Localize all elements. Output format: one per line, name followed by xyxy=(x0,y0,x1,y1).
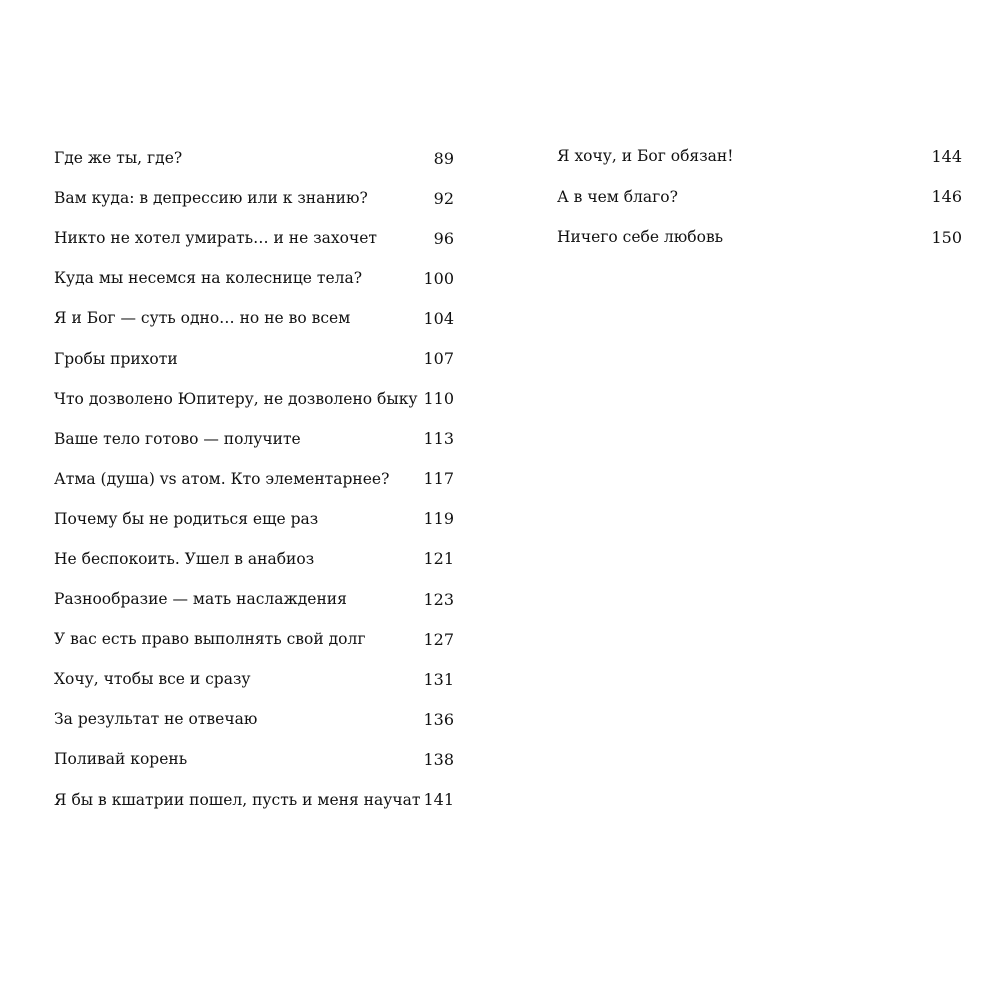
toc-entry-title: Поливай корень xyxy=(54,750,188,769)
toc-entry-title: А в чем благо? xyxy=(557,187,678,206)
toc-entry-page: 127 xyxy=(423,629,454,649)
toc-entry-page: 131 xyxy=(423,669,454,689)
toc-entry-title: Не беспокоить. Ушел в анабиоз xyxy=(54,549,315,568)
toc-entry-title: Почему бы не родиться еще раз xyxy=(54,509,319,528)
toc-entry xyxy=(54,739,454,779)
toc-entry xyxy=(54,780,454,820)
toc-entry-title: Хочу, чтобы все и сразу xyxy=(54,670,251,689)
toc-entry-page: 150 xyxy=(931,227,962,247)
toc-entry xyxy=(54,539,454,579)
toc-entry-title: Гробы прихоти xyxy=(54,349,178,368)
toc-entry-title: Я хочу, и Бог обязан! xyxy=(557,147,734,166)
toc-entry-page: 110 xyxy=(423,389,454,409)
toc-entry xyxy=(557,177,962,218)
toc-entry xyxy=(54,459,454,499)
toc-entry xyxy=(54,499,454,539)
toc-entry xyxy=(54,419,454,459)
toc-entry-page: 136 xyxy=(423,709,454,729)
toc-entry xyxy=(557,136,962,177)
toc-entry xyxy=(54,619,454,659)
toc-entry-title: Никто не хотел умирать… и не захочет xyxy=(54,229,377,248)
toc-entry-page: 121 xyxy=(423,549,454,569)
toc-entry-page: 123 xyxy=(423,589,454,609)
toc-entry xyxy=(54,338,454,378)
toc-entry-title: У вас есть право выполнять свой долг xyxy=(54,630,366,649)
toc-entry-page: 144 xyxy=(931,146,962,166)
toc-column-left xyxy=(54,138,454,820)
toc-entry-title: Я и Бог — суть одно… но не во всем xyxy=(54,309,351,328)
toc-entry-title: Ваше тело готово — получите xyxy=(54,429,301,448)
toc-entry-page: 146 xyxy=(931,187,962,207)
toc-entry-title: Я бы в кшатрии пошел, пусть и меня научат xyxy=(54,790,421,809)
toc-entry-page: 119 xyxy=(423,509,454,529)
toc-entry-page: 89 xyxy=(433,148,454,168)
toc-entry-page: 138 xyxy=(423,749,454,769)
toc-entry xyxy=(54,138,454,178)
toc-entry xyxy=(557,217,962,258)
toc-entry xyxy=(54,699,454,739)
toc-entry-page: 107 xyxy=(423,349,454,369)
toc-entry-title: За результат не отвечаю xyxy=(54,710,258,729)
toc-entry-title: Атма (душа) vs атом. Кто элементарнее? xyxy=(54,469,390,488)
toc-entry-page: 141 xyxy=(423,790,454,810)
toc-entry-title: Что дозволено Юпитеру, не дозволено быку xyxy=(54,389,418,408)
toc-column-right xyxy=(557,136,962,258)
toc-entry-page: 96 xyxy=(433,228,454,248)
toc-entry-title: Вам куда: в депрессию или к знанию? xyxy=(54,189,368,208)
toc-entry xyxy=(54,258,454,298)
toc-entry-page: 92 xyxy=(433,188,454,208)
toc-entry xyxy=(54,379,454,419)
toc-entry-title: Где же ты, где? xyxy=(54,149,183,168)
toc-entry-page: 117 xyxy=(423,469,454,489)
toc-entry-page: 100 xyxy=(423,268,454,288)
toc-entry xyxy=(54,659,454,699)
toc-entry-title: Куда мы несемся на колеснице тела? xyxy=(54,269,363,288)
toc-entry xyxy=(54,298,454,338)
toc-entry-title: Ничего себе любовь xyxy=(557,228,724,247)
toc-entry-page: 113 xyxy=(423,429,454,449)
toc-entry-page: 104 xyxy=(423,308,454,328)
toc-entry xyxy=(54,178,454,218)
toc-entry-title: Разнообразие — мать наслаждения xyxy=(54,590,347,609)
toc-entry xyxy=(54,218,454,258)
toc-entry xyxy=(54,579,454,619)
